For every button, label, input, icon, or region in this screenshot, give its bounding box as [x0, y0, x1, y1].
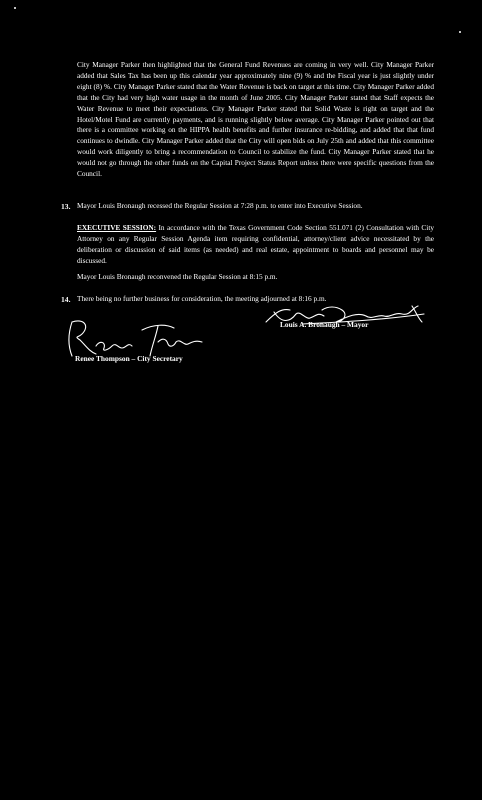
scan-speck	[459, 31, 461, 33]
scan-speck	[14, 7, 16, 9]
reconvene-text: Mayor Louis Bronaugh reconvened the Regular Session at 8:15 p.m.	[77, 272, 278, 281]
executive-session-paragraph	[77, 223, 434, 267]
executive-session-heading: EXECUTIVE SESSION:	[77, 223, 157, 232]
item-13-text: Mayor Louis Bronaugh recessed the Regular Session at 7:28 p.m. to enter into Executive Session.	[77, 201, 363, 210]
item-13-number: 13.	[61, 202, 71, 211]
item-14-text: There being no further business for consideration, the meeting adjourned at 8:16 p.m.	[77, 294, 327, 303]
general-fund-paragraph: City Manager Parker then highlighted that the General Fund Revenues are coming in very well. City Manager Parker added that Sales Tax has been up this calendar year approximately nine (9) % and the Fiscal year is just slightly under eight (8) %. City Manager Parker stated that the Water Revenue is back on target at this time. City Manager Parker added that the City had very high water usage in the month of June 2005. City Manager Parker stated that Staff expects the Water Revenue to meet their expectations. City Manager Parker stated that Solid Waste is right on target and the Hotel/Motel Fund are currently payments, and is running slightly below average. City Manager Parker pointed out that there is a committee working on the HIPPA health benefits and further insurance re-bidding, and added that that fund continues to dwindle. City Manager Parker added that the City will open bids on July 25th and added that this committee would work diligently to bring a recommendation to Council to stabilize the fund. City Manager Parker stated that he would not go through the other funds on the Capital Project Status Report unless there were specific questions from the Council.	[77, 60, 434, 179]
item-14-number: 14.	[61, 295, 71, 304]
secretary-name-title: Renee Thompson – City Secretary	[75, 354, 183, 363]
executive-session-text: In accordance with the Texas Government Code Section 551.071 (2) Consultation with City Attorney on any Regular Session Agenda item requiring confidential, attorney/client advice necessitated by the deliberation or discussion of said items (as needed) and real estate, appointment to boards and personnel may be discussed.	[77, 223, 434, 265]
mayor-name-title: Louis A. Bronaugh – Mayor	[280, 320, 369, 329]
